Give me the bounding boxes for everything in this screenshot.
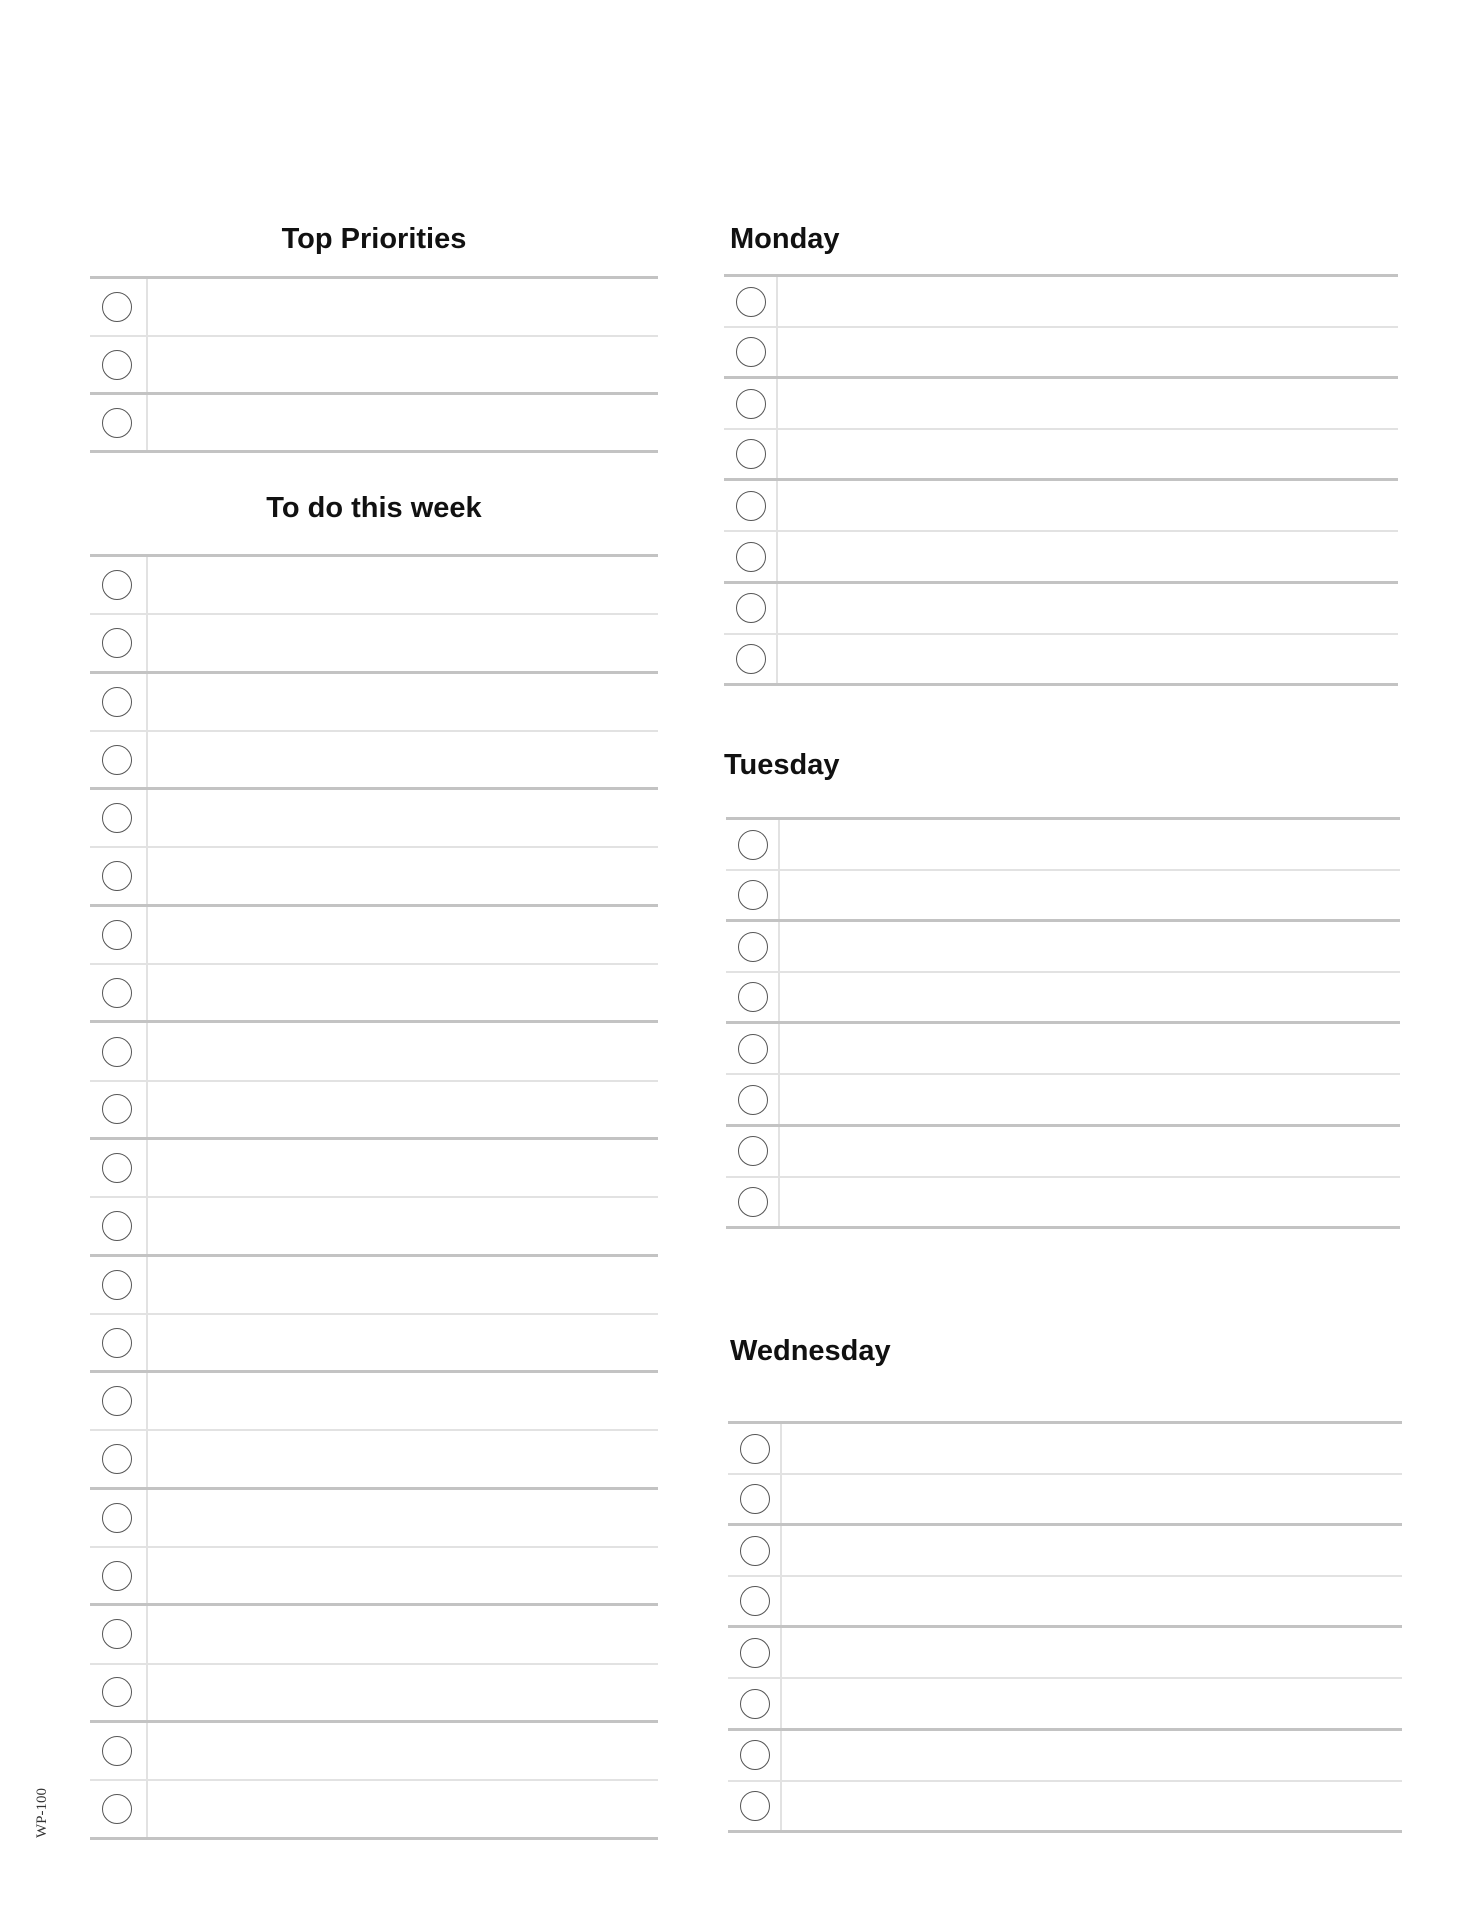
to-do-this-week-row — [90, 1257, 658, 1315]
writing-line[interactable] — [148, 337, 658, 392]
writing-line[interactable] — [148, 1665, 658, 1720]
writing-line[interactable] — [148, 907, 658, 963]
circle-checkbox-icon[interactable] — [740, 1536, 770, 1566]
writing-line[interactable] — [780, 1127, 1400, 1176]
to-do-this-week-row — [90, 1373, 658, 1431]
monday-row — [724, 635, 1398, 686]
circle-checkbox-icon[interactable] — [102, 1736, 132, 1766]
writing-line[interactable] — [778, 532, 1398, 580]
circle-checkbox-icon[interactable] — [736, 439, 766, 469]
writing-line[interactable] — [148, 1198, 658, 1253]
circle-checkbox-icon[interactable] — [102, 1386, 132, 1416]
tuesday-heading: Tuesday — [724, 749, 840, 781]
to-do-this-week-row — [90, 848, 658, 906]
monday-row — [724, 584, 1398, 635]
to-do-this-week-row — [90, 965, 658, 1023]
writing-line[interactable] — [782, 1577, 1402, 1625]
tuesday-row — [726, 820, 1400, 871]
circle-checkbox-icon[interactable] — [738, 1085, 768, 1115]
to-do-this-week-row — [90, 1665, 658, 1723]
circle-checkbox-icon[interactable] — [102, 292, 132, 322]
writing-line[interactable] — [780, 1178, 1400, 1226]
writing-line[interactable] — [148, 732, 658, 787]
writing-line[interactable] — [148, 1257, 658, 1313]
monday-row — [724, 379, 1398, 430]
to-do-this-week-row — [90, 1431, 658, 1489]
circle-checkbox-icon[interactable] — [740, 1689, 770, 1719]
writing-line[interactable] — [148, 1606, 658, 1662]
circle-checkbox-icon[interactable] — [102, 803, 132, 833]
wednesday-row — [728, 1424, 1402, 1475]
writing-line[interactable] — [782, 1526, 1402, 1575]
circle-checkbox-icon[interactable] — [740, 1434, 770, 1464]
to-do-this-week-row — [90, 1082, 658, 1140]
tuesday-row — [726, 1024, 1400, 1075]
top-priorities-row — [90, 395, 658, 453]
writing-line[interactable] — [782, 1628, 1402, 1677]
to-do-this-week-row — [90, 1315, 658, 1373]
to-do-this-week-list — [90, 554, 658, 1840]
tuesday-row — [726, 1127, 1400, 1178]
to-do-this-week-row — [90, 1781, 658, 1839]
circle-checkbox-icon[interactable] — [102, 1677, 132, 1707]
circle-checkbox-icon[interactable] — [102, 1328, 132, 1358]
writing-line[interactable] — [148, 615, 658, 670]
circle-checkbox-icon[interactable] — [736, 287, 766, 317]
top-priorities-row — [90, 337, 658, 395]
to-do-this-week-row — [90, 1023, 658, 1081]
writing-line[interactable] — [782, 1731, 1402, 1780]
monday-row — [724, 328, 1398, 379]
circle-checkbox-icon[interactable] — [740, 1586, 770, 1616]
to-do-this-week-row — [90, 1606, 658, 1664]
circle-checkbox-icon[interactable] — [102, 1794, 132, 1824]
monday-row — [724, 481, 1398, 532]
writing-line[interactable] — [148, 279, 658, 335]
writing-line[interactable] — [778, 277, 1398, 326]
writing-line[interactable] — [780, 922, 1400, 971]
writing-line[interactable] — [782, 1679, 1402, 1727]
monday-row — [724, 277, 1398, 328]
circle-checkbox-icon[interactable] — [102, 1444, 132, 1474]
writing-line[interactable] — [782, 1475, 1402, 1523]
circle-checkbox-icon[interactable] — [736, 644, 766, 674]
monday-heading: Monday — [730, 223, 840, 255]
writing-line[interactable] — [778, 635, 1398, 683]
circle-checkbox-icon[interactable] — [738, 1136, 768, 1166]
circle-checkbox-icon[interactable] — [102, 408, 132, 438]
writing-line[interactable] — [778, 481, 1398, 530]
circle-checkbox-icon[interactable] — [102, 745, 132, 775]
writing-line[interactable] — [148, 1140, 658, 1196]
circle-checkbox-icon[interactable] — [738, 830, 768, 860]
circle-checkbox-icon[interactable] — [102, 570, 132, 600]
circle-checkbox-icon[interactable] — [102, 920, 132, 950]
circle-checkbox-icon[interactable] — [740, 1484, 770, 1514]
to-do-this-week-row — [90, 1723, 658, 1781]
to-do-this-week-row — [90, 732, 658, 790]
circle-checkbox-icon[interactable] — [738, 1034, 768, 1064]
to-do-this-week-row — [90, 1140, 658, 1198]
writing-line[interactable] — [778, 328, 1398, 376]
wednesday-row — [728, 1526, 1402, 1577]
circle-checkbox-icon[interactable] — [736, 491, 766, 521]
writing-line[interactable] — [148, 395, 658, 450]
circle-checkbox-icon[interactable] — [736, 542, 766, 572]
circle-checkbox-icon[interactable] — [740, 1791, 770, 1821]
writing-line[interactable] — [780, 871, 1400, 919]
to-do-this-week-row — [90, 615, 658, 673]
writing-line[interactable] — [148, 1490, 658, 1546]
writing-line[interactable] — [148, 1023, 658, 1079]
to-do-this-week-row — [90, 907, 658, 965]
circle-checkbox-icon[interactable] — [738, 880, 768, 910]
monday-row — [724, 430, 1398, 481]
wednesday-row — [728, 1577, 1402, 1628]
to-do-this-week-row — [90, 674, 658, 732]
circle-checkbox-icon[interactable] — [740, 1740, 770, 1770]
circle-checkbox-icon[interactable] — [102, 1211, 132, 1241]
circle-checkbox-icon[interactable] — [102, 1619, 132, 1649]
wednesday-row — [728, 1475, 1402, 1526]
circle-checkbox-icon[interactable] — [102, 687, 132, 717]
writing-line[interactable] — [148, 965, 658, 1020]
circle-checkbox-icon[interactable] — [102, 1270, 132, 1300]
tuesday-row — [726, 1178, 1400, 1229]
writing-line[interactable] — [148, 557, 658, 613]
circle-checkbox-icon[interactable] — [102, 628, 132, 658]
writing-line[interactable] — [778, 430, 1398, 478]
monday-row — [724, 532, 1398, 583]
tuesday-row — [726, 973, 1400, 1024]
to-do-this-week-heading: To do this week — [266, 492, 482, 524]
to-do-this-week-row — [90, 1198, 658, 1256]
writing-line[interactable] — [780, 1075, 1400, 1123]
wednesday-heading: Wednesday — [730, 1335, 891, 1367]
to-do-this-week-row — [90, 790, 658, 848]
tuesday-row — [726, 922, 1400, 973]
wednesday-row — [728, 1731, 1402, 1782]
wednesday-list — [728, 1421, 1402, 1833]
circle-checkbox-icon[interactable] — [736, 593, 766, 623]
writing-line[interactable] — [148, 1548, 658, 1603]
writing-line[interactable] — [148, 1315, 658, 1370]
writing-line[interactable] — [148, 790, 658, 846]
to-do-this-week-row — [90, 1490, 658, 1548]
writing-line[interactable] — [148, 1723, 658, 1779]
writing-line[interactable] — [148, 674, 658, 730]
monday-list — [724, 274, 1398, 686]
writing-line[interactable] — [780, 1024, 1400, 1073]
circle-checkbox-icon[interactable] — [102, 1153, 132, 1183]
circle-checkbox-icon[interactable] — [102, 861, 132, 891]
writing-line[interactable] — [148, 848, 658, 903]
writing-line[interactable] — [778, 379, 1398, 428]
wednesday-row — [728, 1679, 1402, 1730]
form-code-label: WP-100 — [34, 1788, 50, 1838]
circle-checkbox-icon[interactable] — [102, 350, 132, 380]
circle-checkbox-icon[interactable] — [736, 389, 766, 419]
to-do-this-week-row — [90, 557, 658, 615]
wednesday-row — [728, 1628, 1402, 1679]
writing-line[interactable] — [780, 973, 1400, 1021]
to-do-this-week-row — [90, 1548, 658, 1606]
writing-line[interactable] — [148, 1431, 658, 1486]
circle-checkbox-icon[interactable] — [740, 1638, 770, 1668]
writing-line[interactable] — [148, 1373, 658, 1429]
writing-line[interactable] — [782, 1782, 1402, 1830]
top-priorities-heading: Top Priorities — [281, 223, 467, 255]
tuesday-row — [726, 1075, 1400, 1126]
top-priorities-list — [90, 276, 658, 453]
circle-checkbox-icon[interactable] — [738, 1187, 768, 1217]
circle-checkbox-icon[interactable] — [102, 978, 132, 1008]
circle-checkbox-icon[interactable] — [738, 932, 768, 962]
writing-line[interactable] — [148, 1082, 658, 1137]
circle-checkbox-icon[interactable] — [102, 1037, 132, 1067]
writing-line[interactable] — [148, 1781, 658, 1836]
tuesday-row — [726, 871, 1400, 922]
top-priorities-row — [90, 279, 658, 337]
writing-line[interactable] — [778, 584, 1398, 633]
tuesday-list — [726, 817, 1400, 1229]
writing-line[interactable] — [780, 820, 1400, 869]
circle-checkbox-icon[interactable] — [102, 1561, 132, 1591]
circle-checkbox-icon[interactable] — [102, 1503, 132, 1533]
writing-line[interactable] — [782, 1424, 1402, 1473]
wednesday-row — [728, 1782, 1402, 1833]
circle-checkbox-icon[interactable] — [736, 337, 766, 367]
circle-checkbox-icon[interactable] — [738, 982, 768, 1012]
circle-checkbox-icon[interactable] — [102, 1094, 132, 1124]
